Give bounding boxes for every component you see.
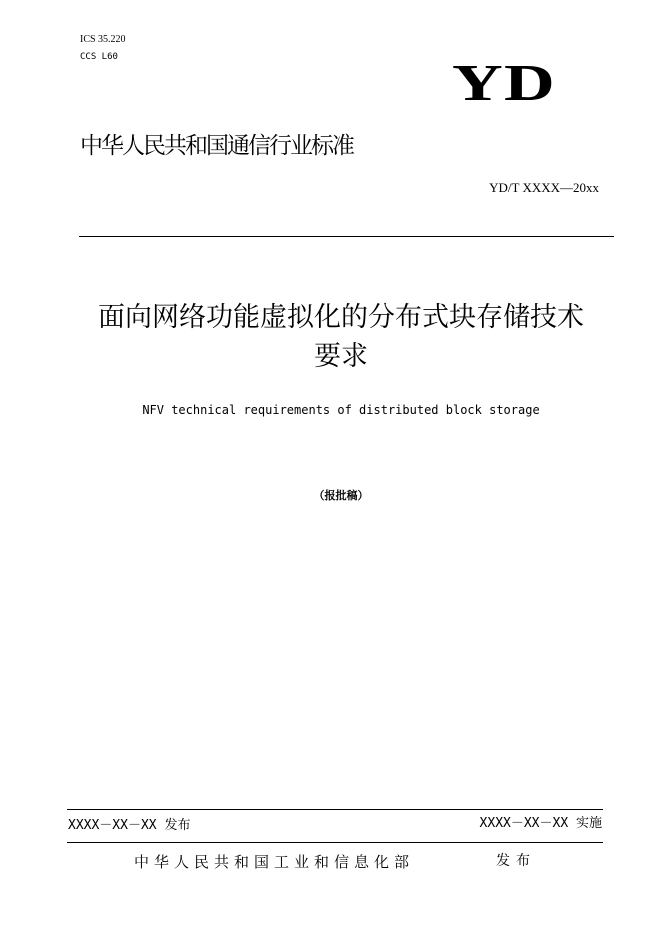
- implementation-date: XXXX－XX－XX 实施: [479, 816, 602, 831]
- ccs-code: CCS L60: [80, 52, 118, 62]
- document-title: [66, 298, 616, 376]
- yd-logo: YD: [452, 55, 557, 112]
- document-title-line-2: 要求: [314, 341, 368, 372]
- english-title: NFV technical requirements of distributed block storage: [142, 403, 540, 417]
- ics-code: ICS 35.220: [80, 34, 126, 45]
- publish-label: 发布: [496, 853, 536, 869]
- document-title-line-1: 面向网络功能虚拟化的分布式块存储技术: [98, 302, 584, 333]
- dates-top-divider: [67, 809, 603, 810]
- dates-bottom-divider: [67, 842, 603, 843]
- publisher-name: 中华人民共和国工业和信息化部: [134, 853, 415, 871]
- issue-date: XXXX－XX－XX 发布: [68, 818, 191, 833]
- standard-category-title: 中华人民共和国通信行业标准: [80, 133, 353, 159]
- draft-status: （报批稿）: [313, 489, 369, 502]
- standard-code: YD/T XXXX—20xx: [489, 180, 599, 195]
- top-divider: [79, 236, 614, 237]
